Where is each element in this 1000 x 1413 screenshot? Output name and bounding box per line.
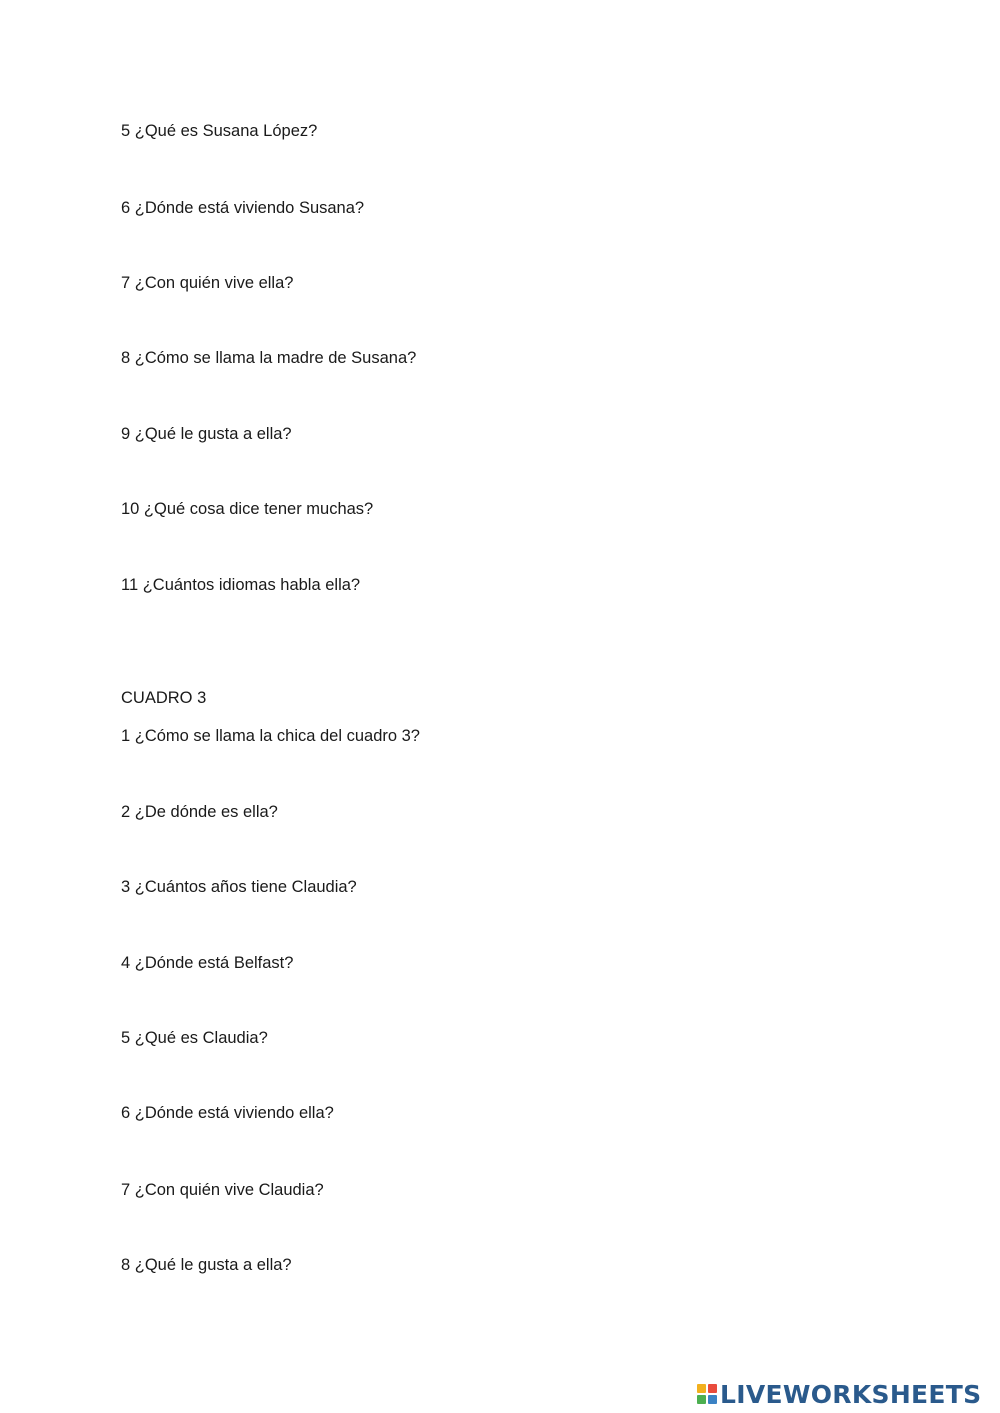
question-susana-11: 11 ¿Cuántos idiomas habla ella? [121,576,361,594]
question-claudia-7: 7 ¿Con quién vive Claudia? [121,1181,324,1199]
question-susana-8: 8 ¿Cómo se llama la madre de Susana? [121,349,417,367]
liveworksheets-logo [697,1379,981,1409]
logo-tile-4 [708,1395,717,1404]
question-claudia-4: 4 ¿Dónde está Belfast? [121,954,294,972]
liveworksheets-logo-text: LIVEWORKSHEETS [720,1379,982,1409]
question-claudia-8: 8 ¿Qué le gusta a ella? [121,1256,292,1274]
question-claudia-2: 2 ¿De dónde es ella? [121,803,278,821]
question-susana-5: 5 ¿Qué es Susana López? [121,122,318,140]
question-susana-9: 9 ¿Qué le gusta a ella? [121,425,292,443]
liveworksheets-logo-icon [697,1384,717,1404]
logo-tile-2 [708,1384,717,1393]
question-claudia-5: 5 ¿Qué es Claudia? [121,1029,268,1047]
question-susana-6: 6 ¿Dónde está viviendo Susana? [121,199,365,217]
section-heading-cuadro-3: CUADRO 3 [121,689,207,707]
logo-tile-1 [697,1384,706,1393]
question-susana-7: 7 ¿Con quién vive ella? [121,274,294,292]
question-claudia-6: 6 ¿Dónde está viviendo ella? [121,1104,334,1122]
question-claudia-1: 1 ¿Cómo se llama la chica del cuadro 3? [121,727,420,745]
logo-tile-3 [697,1395,706,1404]
question-susana-10: 10 ¿Qué cosa dice tener muchas? [121,500,374,518]
question-claudia-3: 3 ¿Cuántos años tiene Claudia? [121,878,357,896]
